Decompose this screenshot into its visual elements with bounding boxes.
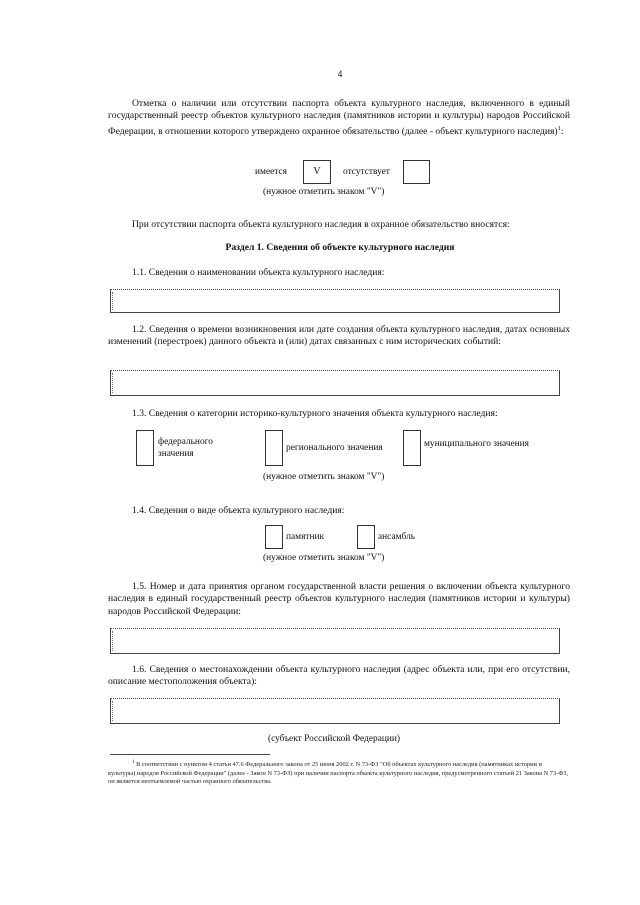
footnote <box>108 759 570 787</box>
item-1-5-label: 1.5. Номер и дата принятия органом государственной власти решения о включении объекта культурного наследия в единый государственный реестр объектов культурного наследия (памятников истории и культуры) народов Российской Федерации: <box>108 581 570 617</box>
monument-checkbox[interactable] <box>265 525 283 549</box>
item-1-3-label: 1.3. Сведения о категории историко-культурного значения объекта культурного наследия: <box>132 408 498 419</box>
federal-label: федерального значения <box>158 437 213 459</box>
registry-decision-field[interactable] <box>110 628 560 654</box>
footnote-text: В соответствии с пунктом 4 статьи 47.6 Федерального закона от 25 июня 2002 г. N 73-ФЗ "Об объектах культурного наследия (памятниках истории и культуры) народов Российской Федерации" (далее - Закон N 73-ФЗ) при наличии паспорта объекта культурного наследия, предусмотренного статьей 21 Закона N 73-ФЗ, он является неотъемлемой частью охранного обязательства. <box>108 761 569 786</box>
footnote-separator <box>110 754 270 755</box>
type-hint: (нужное отметить знаком "V") <box>263 553 385 563</box>
has-passport-checkbox[interactable] <box>303 160 331 184</box>
ensemble-label: ансамбль <box>378 532 416 542</box>
absent-passport-label: отсутствует <box>343 167 390 177</box>
monument-label: памятник <box>286 532 325 542</box>
intro-paragraph: Отметка о наличии или отсутствии паспорта объекта культурного наследия, включенного в единый государственный реестр объектов культурного наследия (памятников истории и культуры) народов Российской Федерации, в отношении которого утверждено охранное обязательство (далее - объект культурного наследия)$^1$: <box>108 98 570 137</box>
location-caption: (субъект Российской Федерации) <box>267 734 401 744</box>
intro-hint: (нужное отметить знаком "V") <box>263 187 385 197</box>
footnote-ref: 1 <box>557 124 561 132</box>
passport-note: При отсутствии паспорта объекта культурного наследия в охранное обязательство вносятся: <box>132 219 510 230</box>
federal-checkbox[interactable] <box>136 430 154 466</box>
item-1-1-label: 1.1. Сведения о наименовании объекта культурного наследия: <box>132 267 385 278</box>
dates-field[interactable] <box>110 370 560 396</box>
regional-label: регионального значения <box>286 443 383 453</box>
municipal-label: муниципального значения <box>424 439 529 449</box>
regional-checkbox[interactable] <box>265 430 283 466</box>
item-1-2-label: 1.2. Сведения о времени возникновения или дате создания объекта культурного наследия, датах основных изменений (перестроек) данного объекта и (или) датах связанных с ним исторических событий: <box>108 324 570 348</box>
absent-passport-checkbox[interactable] <box>403 160 430 184</box>
footnote-mark: 1 <box>132 760 135 765</box>
ensemble-checkbox[interactable] <box>357 525 375 549</box>
item-1-4-label: 1.4. Сведения о виде объекта культурного наследия: <box>132 505 345 516</box>
page-number: 4 <box>337 70 343 80</box>
item-1-6-label: 1.6. Сведения о местонахождении объекта культурного наследия (адрес объекта или, при его отсутствии, описание местоположения объекта): <box>108 664 570 688</box>
location-field[interactable] <box>110 698 560 724</box>
check-mark: V <box>313 166 321 177</box>
section-title: Раздел 1. Сведения об объекте культурного наследия <box>225 242 455 253</box>
has-passport-label: имеется <box>255 167 287 177</box>
category-hint: (нужное отметить знаком "V") <box>263 472 385 482</box>
municipal-checkbox[interactable] <box>403 430 421 466</box>
name-field[interactable] <box>110 289 560 313</box>
intro-text: Отметка о наличии или отсутствии паспорта объекта культурного наследия, включенного в единый государственный реестр объектов культурного наследия (памятников истории и культуры) народов Российской Федерации, в отношении которого утверждено охранное обязательство (далее - объект культурного наследия) <box>108 98 570 137</box>
